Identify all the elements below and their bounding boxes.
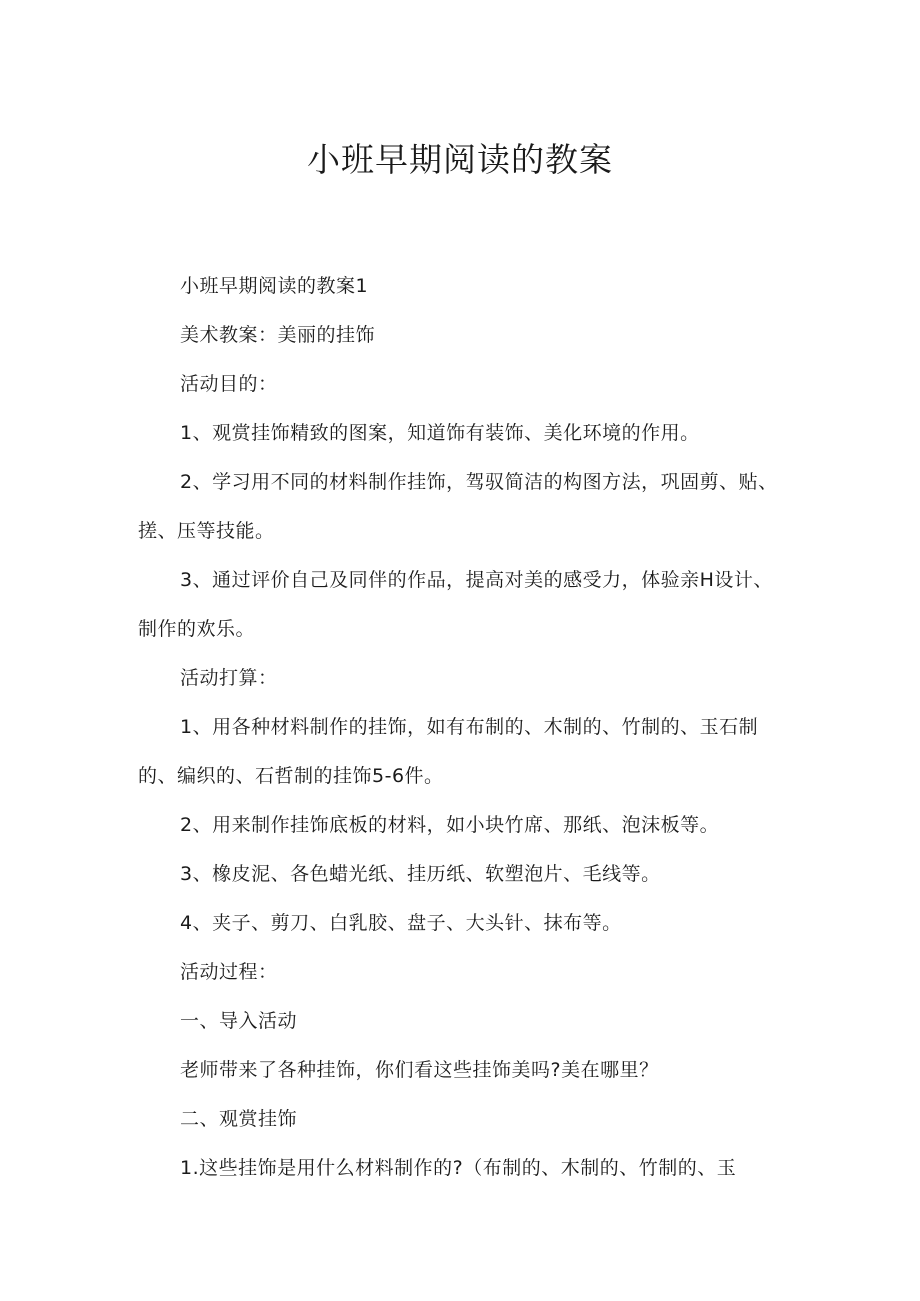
paragraph-lesson-title: 美术教案：美丽的挂饰 — [180, 324, 376, 346]
paragraph-prep-heading: 活动打算： — [180, 667, 278, 689]
paragraph-prep-3: 3、橡皮泥、各色蜡光纸、挂历纸、软塑泡片、毛线等。 — [180, 863, 661, 885]
paragraph-goal-3: 3、通过评价自己及同伴的作品，提高对美的感受力，体验亲H设计、制作的欢乐。 — [138, 569, 773, 640]
document-body — [138, 262, 788, 1193]
paragraph-heading: 小班早期阅读的教案1 — [180, 275, 369, 297]
paragraph-prep-2: 2、用来制作挂饰底板的材料，如小块竹席、那纸、泡沫板等。 — [180, 814, 720, 836]
paragraph-process-heading: 活动过程： — [180, 961, 278, 983]
paragraph-prep-4: 4、夹子、剪刀、白乳胶、盘子、大头针、抹布等。 — [180, 912, 622, 934]
paragraph-prep-1: 1、用各种材料制作的挂饰，如有布制的、木制的、竹制的、玉石制的、编织的、石哲制的挂饰5-6件。 — [138, 716, 759, 787]
paragraph-goals-heading: 活动目的： — [180, 373, 278, 395]
paragraph-step-2-heading: 二、观赏挂饰 — [180, 1108, 298, 1130]
document-title: 小班早期阅读的教案 — [307, 140, 613, 179]
paragraph-step-1-heading: 一、导入活动 — [180, 1010, 298, 1032]
paragraph-step-1-text: 老师带来了各种挂饰，你们看这些挂饰美吗?美在哪里？ — [180, 1059, 659, 1081]
paragraph-goal-2: 2、学习用不同的材料制作挂饰，驾驭简洁的构图方法，巩固剪、贴、搓、压等技能。 — [138, 471, 778, 542]
paragraph-goal-1: 1、观赏挂饰精致的图案，知道饰有装饰、美化环境的作用。 — [180, 422, 700, 444]
paragraph-step-2-text: 1.这些挂饰是用什么材料制作的?（布制的、木制的、竹制的、玉 — [180, 1157, 737, 1179]
